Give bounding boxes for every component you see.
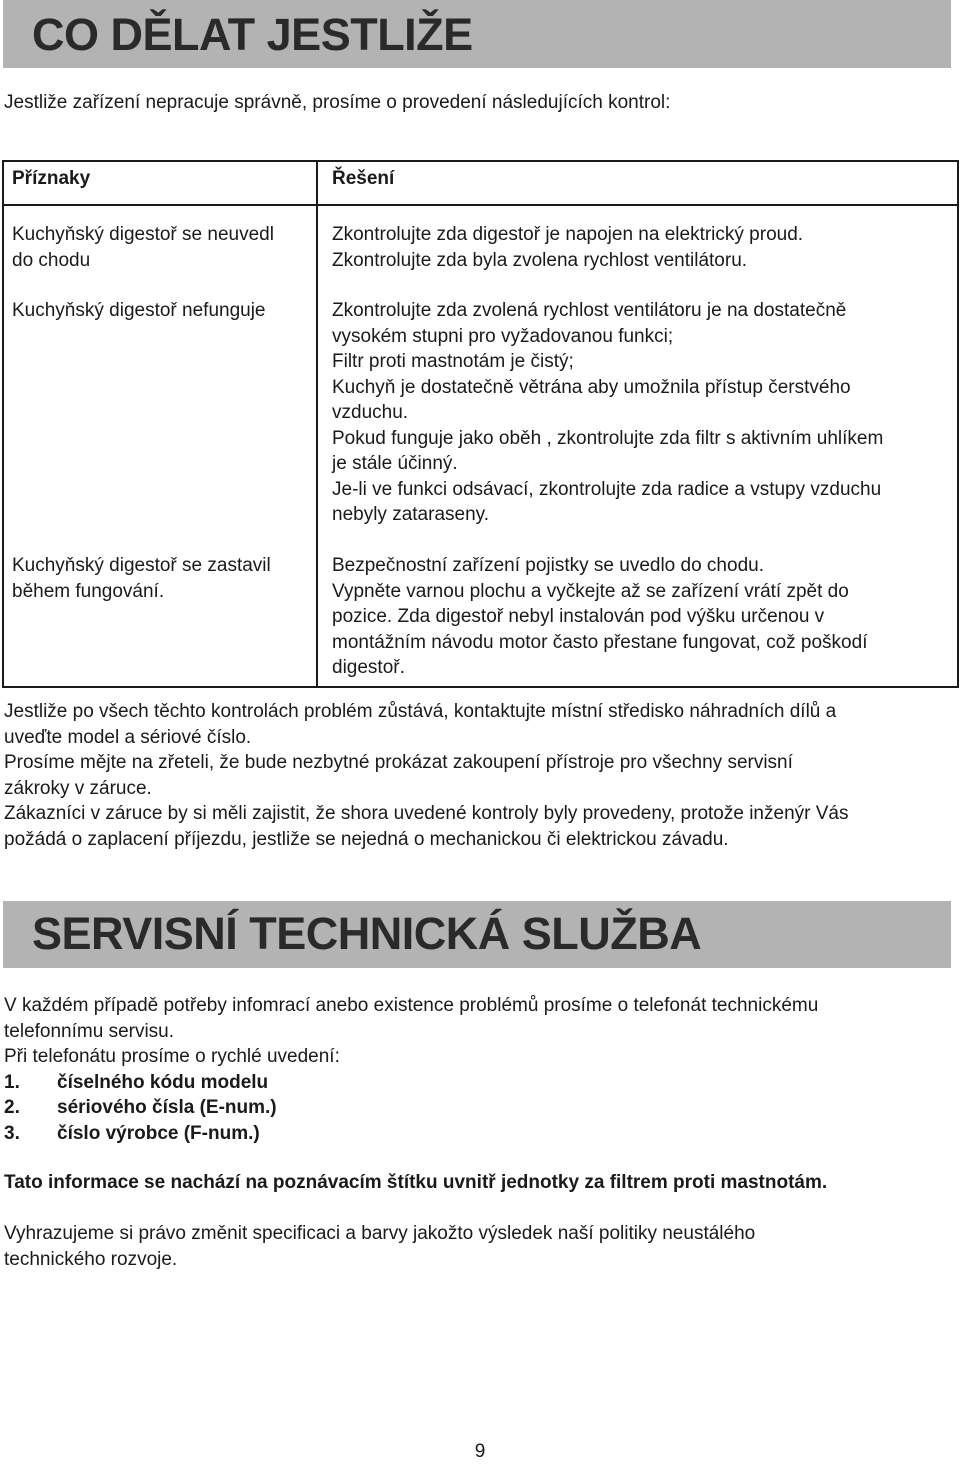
solution-line: Vypněte varnou plochu a vyčkejte až se zařízení vrátí zpět do: [332, 580, 849, 602]
symptom-item: [12, 298, 312, 324]
symptoms-cell: [3, 205, 317, 687]
section-title: CO DĚLAT JESTLIŽE: [32, 9, 473, 60]
paragraph: [4, 750, 952, 801]
page-number: 9: [474, 1441, 486, 1462]
solution-line: Pokud funguje jako oběh , zkontrolujte zda filtr s aktivním uhlíkem: [332, 427, 884, 449]
intro-paragraph: Jestliže zařízení nepracuje správně, prosíme o provedení následujících kontrol:: [4, 92, 671, 113]
solution-line: Zkontrolujte zda zvolená rychlost ventilátoru je na dostatečně: [332, 300, 847, 321]
paragraph: [4, 1221, 952, 1272]
info-list: [4, 1070, 952, 1147]
solution-line: Zkontrolujte zda digestoř je napojen na elektrický proud.: [332, 224, 804, 245]
list-text: sériového čísla (E-num.): [57, 1097, 277, 1118]
text-line: technického rozvoje.: [4, 1248, 178, 1270]
symptom-line: během fungování.: [12, 580, 165, 602]
solution-line: vysokém stupni pro vyžadovanou funkci;: [332, 325, 674, 347]
service-text: [4, 993, 952, 1146]
note-text: Tato informace se nachází na poznávacím štítku uvnitř jednotky za filtrem proti mastnotám.: [4, 1172, 828, 1193]
solution-item: [332, 553, 949, 681]
list-number: 3.: [4, 1122, 20, 1144]
solution-line: digestoř.: [332, 657, 405, 678]
list-intro: Při telefonátu prosíme o rychlé uvedení:: [4, 1046, 340, 1067]
paragraph: [4, 801, 952, 852]
solution-line: pozice. Zda digestoř nebyl instalován pod výšku určenou v: [332, 606, 825, 627]
list-item: [4, 1121, 952, 1147]
solution-line: Kuchyň je dostatečně větrána aby umožnila přístup čerstvého: [332, 376, 851, 398]
section-title: SERVISNÍ TECHNICKÁ SLUŽBA: [32, 908, 702, 959]
solution-item: [332, 222, 949, 273]
solution-line: Je-li ve funkci odsávací, zkontrolujte zda radice a vstupy vzduchu: [332, 478, 882, 500]
symptom-line: Kuchyňský digestoř se neuvedl: [12, 224, 274, 245]
symptom-line: do chodu: [12, 249, 91, 271]
section-title-banner: [3, 901, 951, 968]
text-line: požádá o zaplacení příjezdu, jestliže se nejedná o mechanickou či elektrickou závadu.: [4, 828, 729, 850]
paragraph: [4, 699, 952, 750]
list-text: číselného kódu modelu: [57, 1071, 269, 1093]
solution-line: vzduchu.: [332, 402, 409, 423]
reservation-text: [4, 1221, 952, 1272]
text-line: Jestliže po všech těchto kontrolách problém zůstává, kontaktujte místní středisko náhradních dílů a: [4, 701, 837, 722]
text-line: uveďte model a sériové číslo.: [4, 726, 252, 748]
text-line: zákroky v záruce.: [4, 777, 152, 799]
symptoms-header: Příznaky: [3, 161, 317, 205]
solutions-cell: [317, 205, 958, 687]
list-number: 1.: [4, 1071, 20, 1093]
list-number: 2.: [4, 1097, 20, 1118]
table-header-row: [3, 161, 958, 205]
section-title-banner: [3, 0, 951, 68]
symptom-item: [12, 222, 312, 273]
solution-item: [332, 298, 949, 528]
intro-text: [4, 90, 952, 116]
text-line: V každém případě potřeby infomrací anebo existence problémů prosíme o telefonát technickému: [4, 995, 819, 1016]
solution-line: Zkontrolujte zda byla zvolena rychlost ventilátoru.: [332, 249, 748, 271]
solutions-header: Řešení: [317, 161, 958, 205]
solution-line: je stále účinný.: [332, 453, 458, 474]
rating-plate-note: [4, 1170, 952, 1196]
troubleshooting-table: [2, 160, 959, 688]
text-line: Zákazníci v záruce by si měli zajistit, že shora uvedené kontroly byly provedeny, protože inženýr Vás: [4, 803, 849, 824]
symptom-item: [12, 553, 312, 604]
list-text: číslo výrobce (F-num.): [57, 1122, 260, 1144]
paragraph: [4, 993, 952, 1044]
solution-line: nebyly zataraseny.: [332, 504, 490, 525]
text-line: telefonnímu servisu.: [4, 1020, 175, 1042]
table-body-row: [3, 205, 958, 687]
solution-line: Filtr proti mastnotám je čistý;: [332, 351, 574, 372]
after-table-text: [4, 699, 952, 852]
list-item: [4, 1095, 952, 1121]
text-line: Prosíme mějte na zřeteli, že bude nezbytné prokázat zakoupení přístroje pro všechny servisní: [4, 752, 793, 773]
text-line: Vyhrazujeme si právo změnit specificaci a barvy jakožto výsledek naší politiky neustálého: [4, 1223, 756, 1244]
solution-line: montážním návodu motor často přestane fungovat, což poškodí: [332, 631, 868, 653]
solution-line: Bezpečnostní zařízení pojistky se uvedlo do chodu.: [332, 555, 764, 576]
symptom-line: Kuchyňský digestoř se zastavil: [12, 555, 271, 576]
list-item: [4, 1070, 952, 1096]
symptom-line: Kuchyňský digestoř nefunguje: [12, 300, 266, 321]
